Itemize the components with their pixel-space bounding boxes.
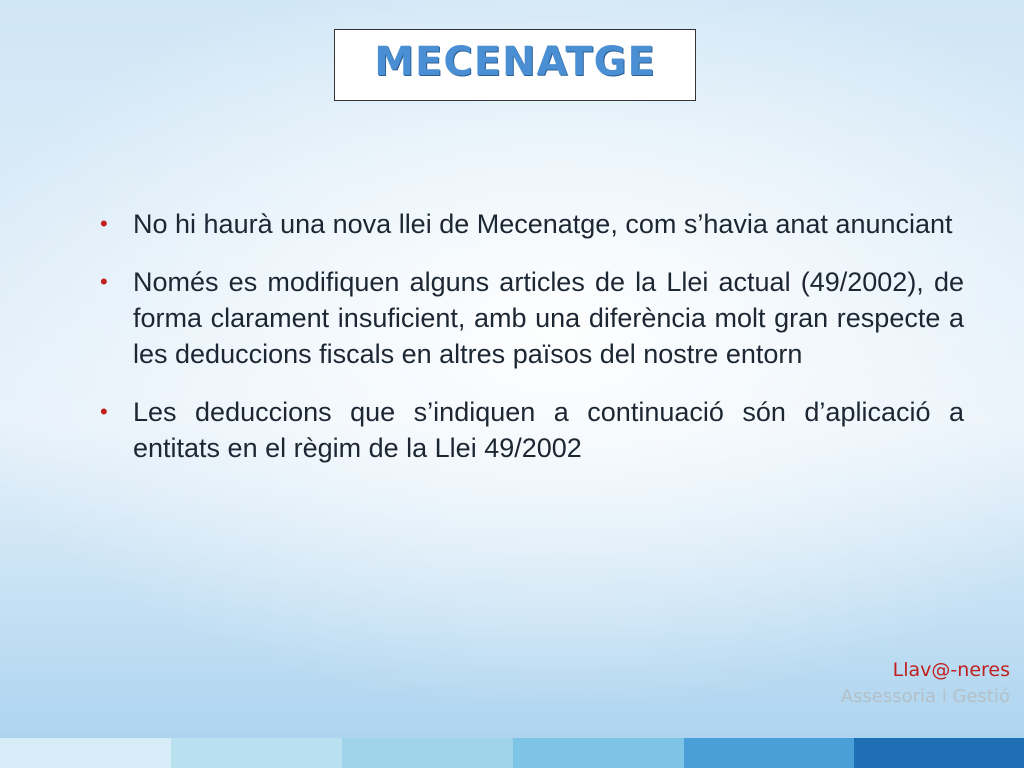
footer-segment — [0, 738, 171, 768]
brand-subtitle: Assessoria i Gestió — [840, 686, 1010, 707]
bullet-item — [96, 206, 964, 242]
brand-name: Llav@-neres — [892, 659, 1010, 681]
footer-segment — [513, 738, 684, 768]
footer-segment — [171, 738, 342, 768]
bullet-item — [96, 264, 964, 372]
bullet-item — [96, 394, 964, 466]
footer-segment — [684, 738, 854, 768]
bullet-dot-icon: • — [100, 269, 108, 294]
brand-logo — [841, 656, 1010, 710]
title-box — [334, 29, 696, 101]
bullet-text: Les deduccions que s’indiquen a continuació són d’aplicació a entitats en el règim de la Llei 49/2002 — [133, 397, 964, 463]
bullet-dot-icon: • — [100, 399, 108, 424]
slide-title: MECENATGE — [374, 39, 656, 85]
footer-segment — [854, 738, 1024, 768]
bullet-text: No hi haurà una nova llei de Mecenatge, com s’havia anat anunciant — [133, 209, 953, 239]
footer-color-bar — [0, 738, 1024, 768]
bullet-dot-icon: • — [100, 211, 108, 236]
bullet-text: Només es modifiquen alguns articles de la Llei actual (49/2002), de forma clarament insuficient, amb una diferència molt gran respecte a les deduccions fiscals en altres països del nostre entorn — [133, 267, 964, 369]
footer-segment — [342, 738, 513, 768]
bullet-list — [96, 206, 964, 488]
